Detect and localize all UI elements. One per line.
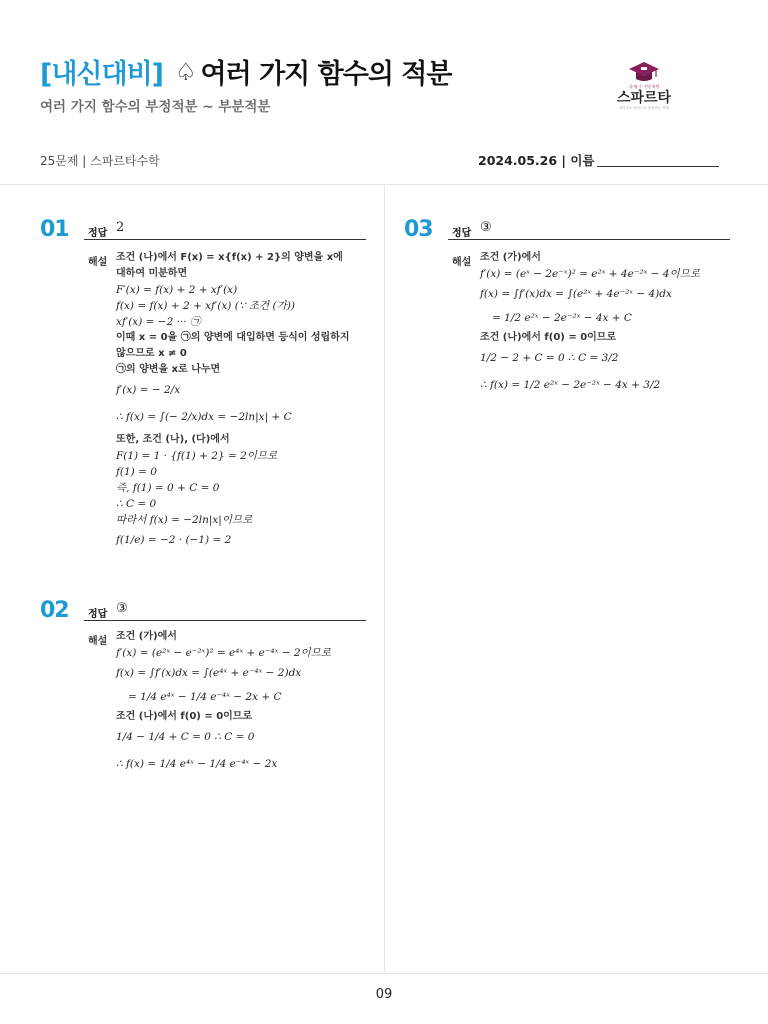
- explanation-label: 해설: [88, 636, 108, 647]
- solution-line: f(1) = 0: [116, 466, 157, 478]
- solution-line: f′(x) = (e²ˣ − e⁻²ˣ)² = e⁴ˣ + e⁻⁴ˣ − 2이므로: [116, 647, 331, 659]
- solution-line: 이때 x = 0을 ㉠의 양변에 대입하면 등식이 성립하지: [116, 332, 350, 343]
- solution-line: = 1/4 e⁴ˣ − 1/4 e⁻⁴ˣ − 2x + C: [128, 691, 282, 703]
- footer-divider: [0, 973, 768, 974]
- page-subtitle: 여러 가지 함수의 부정적분 ~ 부분적분: [40, 99, 271, 115]
- solution-body: [480, 250, 740, 400]
- solution-line: f(x) = f(x) + 2 + xf′(x) (∵ 조건 (가)): [116, 300, 295, 312]
- column-divider: [384, 185, 385, 973]
- solution-line: f′(x) = (eˣ − 2e⁻ˣ)² = e²ˣ + 4e⁻²ˣ − 4이므로: [480, 268, 700, 280]
- brand-logo: [614, 60, 674, 120]
- solution-line: F′(x) = f(x) + 2 + xf′(x): [116, 284, 238, 296]
- problem-number: 03: [404, 217, 433, 242]
- solution-line: ∴ C = 0: [116, 498, 157, 510]
- answer-rule: [448, 239, 730, 240]
- explanation-label: 해설: [88, 257, 108, 268]
- solution-line: ∴ f(x) = 1/2 e²ˣ − 2e⁻²ˣ − 4x + 3/2: [480, 379, 661, 391]
- solution-line: f(x) = ∫f′(x)dx = ∫(e²ˣ + 4e⁻²ˣ − 4)dx: [480, 288, 672, 300]
- problem-02: [40, 598, 370, 808]
- spade-outline-icon: ♤: [175, 57, 197, 86]
- logo-caption: 자기주도 학습으로 완성되는 학원: [618, 106, 670, 110]
- answer-label: 정답: [88, 609, 108, 620]
- title-row: [40, 52, 451, 91]
- solution-line: 즉, f(1) = 0 + C = 0: [116, 482, 220, 494]
- solution-line: 또한, 조건 (나), (다)에서: [116, 434, 230, 445]
- solution-body: [116, 629, 376, 779]
- graduation-cap-icon: [628, 60, 660, 84]
- answer-value: ③: [116, 601, 128, 616]
- solution-line: f(x) = ∫f′(x)dx = ∫(e⁴ˣ + e⁻⁴ˣ − 2)dx: [116, 667, 302, 679]
- solution-line: ∴ f(x) = ∫(− 2/x)dx = −2ln|x| + C: [116, 411, 292, 423]
- solution-line: xf′(x) = −2 ··· ㉠: [116, 316, 201, 328]
- solution-line: 따라서 f(x) = −2ln|x|이므로: [116, 514, 253, 526]
- problem-number: 01: [40, 217, 69, 242]
- logo-name: 스파르타: [616, 90, 672, 106]
- answer-rule: [84, 239, 366, 240]
- problem-number: 02: [40, 598, 69, 623]
- title-tag: [내신대비]: [40, 59, 164, 90]
- date-label: 2024.05.26 | 이름: [478, 153, 595, 168]
- answer-value: ③: [480, 220, 492, 235]
- problem-03: [404, 217, 734, 427]
- worksheet-header: [0, 0, 768, 184]
- solution-line: ㉠의 양변을 x로 나누면: [116, 364, 221, 375]
- solution-line: 1/4 − 1/4 + C = 0 ∴ C = 0: [116, 731, 255, 743]
- solution-body: [116, 250, 376, 552]
- name-blank-line[interactable]: [597, 155, 719, 167]
- solution-line: 조건 (나)에서 F(x) = x{f(x) + 2}의 양변을 x에: [116, 252, 343, 263]
- solution-line: 1/2 − 2 + C = 0 ∴ C = 3/2: [480, 352, 619, 364]
- date-name-info: [478, 151, 719, 169]
- solution-line: F(1) = 1 · {f(1) + 2} = 2이므로: [116, 450, 278, 462]
- solution-line: 조건 (가)에서: [480, 252, 541, 263]
- solution-line: 조건 (나)에서 f(0) = 0이므로: [480, 332, 617, 343]
- solution-line: f(1/e) = −2 · (−1) = 2: [116, 534, 232, 546]
- solution-line: ∴ f(x) = 1/4 e⁴ˣ − 1/4 e⁻⁴ˣ − 2x: [116, 758, 278, 770]
- answer-label: 정답: [452, 228, 472, 239]
- answer-label: 정답: [88, 228, 108, 239]
- solution-line: 조건 (나)에서 f(0) = 0이므로: [116, 711, 253, 722]
- explanation-label: 해설: [452, 257, 472, 268]
- problem-count-info: 25문제 | 스파르타수학: [40, 154, 160, 168]
- logo-tagline: 국·영·수 전문학원: [628, 84, 660, 89]
- solution-line: 대하여 미분하면: [116, 268, 188, 279]
- page-title: 여러 가지 함수의 적분: [200, 59, 452, 90]
- solution-line: 조건 (가)에서: [116, 631, 177, 642]
- solution-line: 않으므로 x ≠ 0: [116, 348, 187, 359]
- problem-01: [40, 217, 370, 577]
- solution-line: f′(x) = − 2/x: [116, 384, 181, 396]
- answer-value: 2: [116, 220, 125, 235]
- solution-line: = 1/2 e²ˣ − 2e⁻²ˣ − 4x + C: [492, 312, 632, 324]
- page-number: 09: [375, 987, 393, 1002]
- answer-rule: [84, 620, 366, 621]
